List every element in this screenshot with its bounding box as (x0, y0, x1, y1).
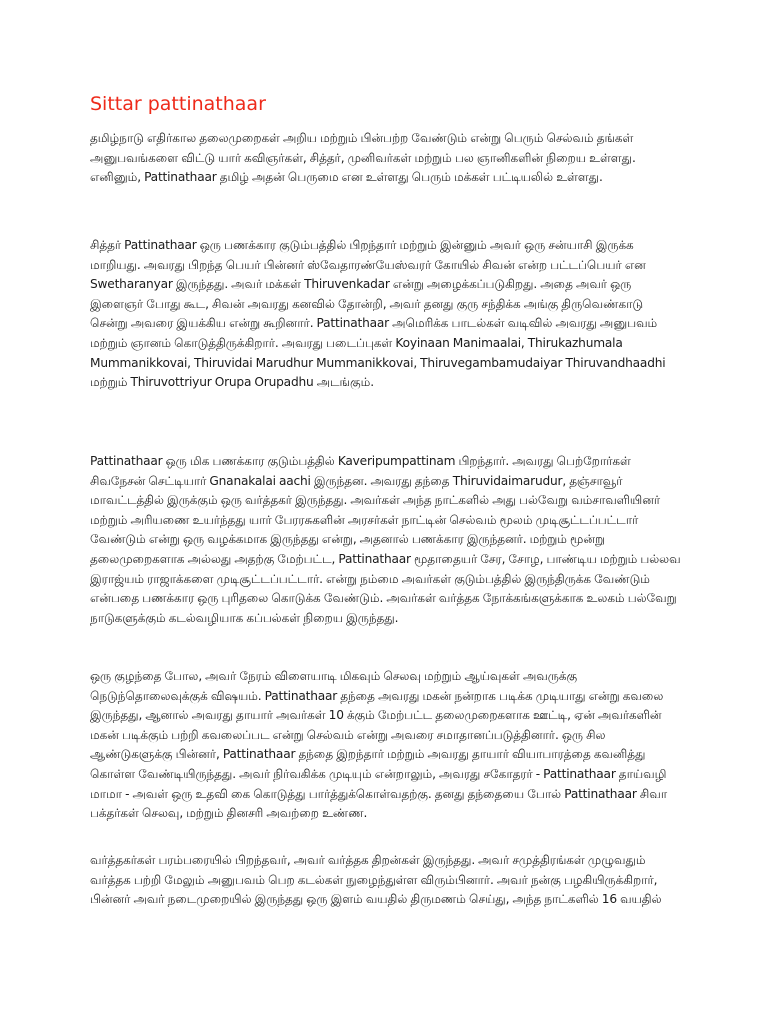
paragraph-family: Pattinathaar ஒரு மிக பணக்கார குடும்பத்தில் Kaveripumpattinam பிறந்தார். அவரது பெற்றோர்கள் சிவநேசன் செட்டியார் Gnanakalai aachi இருந்தன. அவரது தந்தை Thiruvidaimarudur, தஞ்சாவூர் மாவட்டத்தில் இருக்கும் ஒரு வர்த்தகர் இருந்தது. அவர்கள் அந்த நாட்களில் அது பல்வேறு வம்சாவளியினர் மற்றும் அரியணை உயர்ந்தது யார் பேரரசுகளின் அரசர்கள் நாட்டின் செல்வம் மூலம் முடிசூட்டப்பட்டார் வேண்டும் என்று ஒரு வழக்கமாக இருந்தது என்று, அதனால் பணக்கார இருந்தனர். மற்றும் மூன்று தலைமுறைகளாக அல்லது அதற்கு மேற்பட்ட, Pattinathaar மூதாதையர் சேர, சோழ, பாண்டிய மற்றும் பல்லவ இராஜ்யம் ராஜாக்களை முடிசூட்டப்பட்டார். என்று நம்மை அவர்கள் குடும்பத்தில் இருந்திருக்க வேண்டும் என்பதை பணக்கார ஒரு புரிதலை கொடுக்க வேண்டும். அவர்கள் வர்த்தக நோக்கங்களுக்காக உலகம் பல்வேறு நாடுகளுக்கும் கடல்வழியாக கப்பல்கள் நிறைய இருந்தது. (90, 454, 681, 625)
paragraph-intro: தமிழ்நாடு எதிர்கால தலைமுறைகள் அறிய மற்றும் பின்பற்ற வேண்டும் என்று பெரும் செல்வம் தங்கள் அனுபவங்களை விட்டு யார் கவிஞர்கள், சித்தர், முனிவர்கள் மற்றும் பல ஞானிகளின் நிறைய உள்ளது. எனினும், Pattinathaar தமிழ் அதன் பெருமை என உள்ளது பெரும் மக்கள் பட்டியலில் உள்ளது. (90, 131, 636, 185)
paragraph-trade: வர்த்தகர்கள் பரம்பரையில் பிறந்தவர், அவர் வர்த்தக திறன்கள் இருந்தது. அவர் சமுத்திரங்கள் முழுவதும் வர்த்தக பற்றி மேலும் அனுபவம் பெற கடல்கள் நுழைந்துள்ள விரும்பினார். அவர் நன்கு பழகியிருக்கிறார், பின்னர் அவர் நடைமுறையில் இருந்தது ஒரு இளம் வயதில் திருமணம் செய்து, அந்த நாட்களில் 16 வயதில் (90, 853, 662, 907)
page-title: Sittar pattinathaar (90, 93, 266, 115)
paragraph-biography: சித்தர் Pattinathaar ஒரு பணக்கார குடும்பத்தில் பிறந்தார் மற்றும் இன்னும் அவர் ஒரு சன்யாசி இருக்க மாறியது. அவரது பிறந்த பெயர் பின்னர் ஸ்வேதாரண்யேஸ்வரர் கோயில் சிவன் என்ற பட்டப்பெயர் என Swetharanyar இருந்தது. அவர் மக்கள் Thiruvenkadar என்று அழைக்கப்படுகிறது. அதை அவர் ஒரு இளைஞர் போது கூட, சிவன் அவரது கனவில் தோன்றி, அவர் தனது குரு சந்திக்க அங்கு திருவெண்காடு சென்று அவரை இயக்கிய என்று கூறினார். Pattinathaar அமெரிக்க பாடல்கள் வடிவில் அவரது அனுபவம் மற்றும் ஞானம் கொடுத்திருக்கிறார். அவரது படைப்புகள் Koyinaan Manimaalai, Thirukazhumala Mummanikkovai, Thiruvidai Marudhur Mummanikkovai, Thiruvegambamudaiyar Thiruvandhaadhi மற்றும் Thiruvottriyur Orupa Orupadhu அடங்கும். (90, 238, 666, 390)
paragraph-childhood: ஒரு குழந்தை போல, அவர் நேரம் விளையாடி மிகவும் செலவு மற்றும் ஆய்வுகள் அவருக்கு நெடுந்தொலைவுக்குக் விஷயம். Pattinathaar தந்தை அவரது மகன் நன்றாக படிக்க முடியாது என்று கவலை இருந்தது, ஆனால் அவரது தாயார் அவர்கள் 10 க்கும் மேற்பட்ட தலைமுறைகளாக ஊட்டி, ஏன் அவர்களின் மகன் படிக்கும் பற்றி கவலைப்பட என்று செல்வம் என்று அவரை சமாதானப்படுத்தினார். ஒரு சில ஆண்டுகளுக்கு பின்னர், Pattinathaar தந்தை இறந்தார் மற்றும் அவரது தாயார் வியாபாரத்தை கவனித்து கொள்ள வேண்டியிருந்தது. அவர் நிர்வகிக்க முடியும் என்றாலும், அவரது சகோதரர் - Pattinathaar தாய்வழி மாமா - அவள் ஒரு உதவி கை கொடுத்து பார்த்துக்கொள்வதற்கு. தனது தந்தையை போல் Pattinathaar சிவா பக்தர்கள் செலவு, மற்றும் தினசரி அவற்றை உண்ண. (90, 669, 668, 821)
